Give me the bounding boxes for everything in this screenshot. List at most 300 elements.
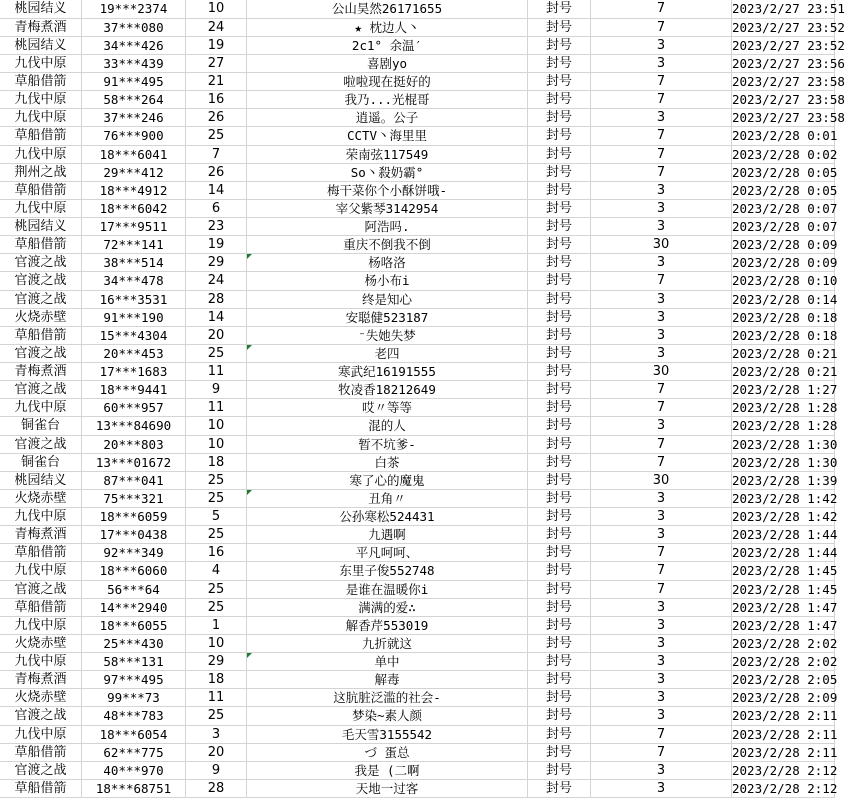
- level-cell[interactable]: [186, 725, 247, 743]
- nickname-cell[interactable]: [247, 707, 528, 725]
- ban-days-cell[interactable]: [591, 109, 732, 127]
- account-id-cell[interactable]: [82, 761, 186, 779]
- status-cell[interactable]: [528, 562, 591, 580]
- status-cell[interactable]: [528, 653, 591, 671]
- account-id-cell[interactable]: [82, 453, 186, 471]
- nickname-cell[interactable]: [247, 199, 528, 217]
- level-cell[interactable]: [186, 562, 247, 580]
- timestamp-cell[interactable]: [732, 653, 838, 671]
- server-cell[interactable]: [0, 526, 82, 544]
- level-cell[interactable]: [186, 435, 247, 453]
- nickname-cell[interactable]: [247, 562, 528, 580]
- server-cell[interactable]: [0, 199, 82, 217]
- status-cell[interactable]: [528, 417, 591, 435]
- nickname-cell[interactable]: [247, 73, 528, 91]
- status-cell[interactable]: [528, 671, 591, 689]
- level-cell[interactable]: [186, 598, 247, 616]
- ban-days-cell[interactable]: [591, 653, 732, 671]
- account-id-cell[interactable]: [82, 18, 186, 36]
- ban-days-cell[interactable]: [591, 272, 732, 290]
- timestamp-cell[interactable]: [732, 544, 838, 562]
- ban-days-cell[interactable]: [591, 471, 732, 489]
- nickname-cell[interactable]: [247, 761, 528, 779]
- level-cell[interactable]: [186, 145, 247, 163]
- ban-days-cell[interactable]: [591, 73, 732, 91]
- timestamp-cell[interactable]: [732, 526, 838, 544]
- timestamp-cell[interactable]: [732, 308, 838, 326]
- timestamp-cell[interactable]: [732, 707, 838, 725]
- server-cell[interactable]: [0, 725, 82, 743]
- nickname-cell[interactable]: [247, 109, 528, 127]
- server-cell[interactable]: [0, 435, 82, 453]
- nickname-cell[interactable]: [247, 725, 528, 743]
- account-id-cell[interactable]: [82, 544, 186, 562]
- status-cell[interactable]: [528, 127, 591, 145]
- status-cell[interactable]: [528, 689, 591, 707]
- server-cell[interactable]: [0, 0, 82, 18]
- nickname-cell[interactable]: [247, 236, 528, 254]
- timestamp-cell[interactable]: [732, 163, 838, 181]
- server-cell[interactable]: [0, 616, 82, 634]
- account-id-cell[interactable]: [82, 689, 186, 707]
- account-id-cell[interactable]: [82, 598, 186, 616]
- nickname-cell[interactable]: [247, 254, 528, 272]
- timestamp-cell[interactable]: [732, 73, 845, 91]
- nickname-cell[interactable]: [247, 779, 528, 797]
- timestamp-cell[interactable]: [732, 598, 838, 616]
- account-id-cell[interactable]: [82, 199, 186, 217]
- status-cell[interactable]: [528, 381, 591, 399]
- server-cell[interactable]: [0, 73, 82, 91]
- account-id-cell[interactable]: [82, 562, 186, 580]
- timestamp-cell[interactable]: [732, 417, 838, 435]
- timestamp-cell[interactable]: [732, 761, 838, 779]
- server-cell[interactable]: [0, 290, 82, 308]
- level-cell[interactable]: [186, 91, 247, 109]
- status-cell[interactable]: [528, 363, 591, 381]
- nickname-cell[interactable]: [247, 344, 528, 362]
- level-cell[interactable]: [186, 199, 247, 217]
- timestamp-cell[interactable]: [732, 254, 838, 272]
- server-cell[interactable]: [0, 743, 82, 761]
- status-cell[interactable]: [528, 199, 591, 217]
- status-cell[interactable]: [528, 489, 591, 507]
- server-cell[interactable]: [0, 779, 82, 797]
- nickname-cell[interactable]: [247, 544, 528, 562]
- status-cell[interactable]: [528, 18, 591, 36]
- level-cell[interactable]: [186, 363, 247, 381]
- server-cell[interactable]: [0, 54, 82, 72]
- timestamp-cell[interactable]: [732, 616, 838, 634]
- level-cell[interactable]: [186, 381, 247, 399]
- ban-days-cell[interactable]: [591, 671, 732, 689]
- account-id-cell[interactable]: [82, 181, 186, 199]
- status-cell[interactable]: [528, 163, 591, 181]
- server-cell[interactable]: [0, 308, 82, 326]
- account-id-cell[interactable]: [82, 634, 186, 652]
- account-id-cell[interactable]: [82, 779, 186, 797]
- server-cell[interactable]: [0, 18, 82, 36]
- level-cell[interactable]: [186, 671, 247, 689]
- ban-days-cell[interactable]: [591, 743, 732, 761]
- ban-days-cell[interactable]: [591, 562, 732, 580]
- level-cell[interactable]: [186, 163, 247, 181]
- level-cell[interactable]: [186, 54, 247, 72]
- level-cell[interactable]: [186, 218, 247, 236]
- status-cell[interactable]: [528, 508, 591, 526]
- server-cell[interactable]: [0, 417, 82, 435]
- nickname-cell[interactable]: [247, 326, 528, 344]
- status-cell[interactable]: [528, 290, 591, 308]
- timestamp-cell[interactable]: [732, 326, 838, 344]
- account-id-cell[interactable]: [82, 54, 186, 72]
- server-cell[interactable]: [0, 36, 82, 54]
- server-cell[interactable]: [0, 634, 82, 652]
- ban-days-cell[interactable]: [591, 616, 732, 634]
- ban-days-cell[interactable]: [591, 308, 732, 326]
- server-cell[interactable]: [0, 181, 82, 199]
- status-cell[interactable]: [528, 344, 591, 362]
- timestamp-cell[interactable]: [732, 453, 838, 471]
- status-cell[interactable]: [528, 308, 591, 326]
- status-cell[interactable]: [528, 91, 591, 109]
- nickname-cell[interactable]: [247, 18, 528, 36]
- account-id-cell[interactable]: [82, 0, 186, 18]
- ban-days-cell[interactable]: [591, 181, 732, 199]
- account-id-cell[interactable]: [82, 326, 186, 344]
- server-cell[interactable]: [0, 218, 82, 236]
- nickname-cell[interactable]: [247, 743, 528, 761]
- account-id-cell[interactable]: [82, 272, 186, 290]
- ban-days-cell[interactable]: [591, 163, 732, 181]
- timestamp-cell[interactable]: [732, 272, 838, 290]
- account-id-cell[interactable]: [82, 36, 186, 54]
- status-cell[interactable]: [528, 181, 591, 199]
- status-cell[interactable]: [528, 435, 591, 453]
- server-cell[interactable]: [0, 580, 82, 598]
- timestamp-cell[interactable]: [732, 363, 838, 381]
- account-id-cell[interactable]: [82, 743, 186, 761]
- ban-days-cell[interactable]: [591, 526, 732, 544]
- ban-days-cell[interactable]: [591, 254, 732, 272]
- timestamp-cell[interactable]: [732, 562, 838, 580]
- level-cell[interactable]: [186, 707, 247, 725]
- nickname-cell[interactable]: [247, 290, 528, 308]
- level-cell[interactable]: [186, 634, 247, 652]
- nickname-cell[interactable]: [247, 218, 528, 236]
- timestamp-cell[interactable]: [732, 0, 845, 18]
- ban-days-cell[interactable]: [591, 544, 732, 562]
- server-cell[interactable]: [0, 471, 82, 489]
- ban-days-cell[interactable]: [591, 381, 732, 399]
- level-cell[interactable]: [186, 761, 247, 779]
- nickname-cell[interactable]: [247, 435, 528, 453]
- level-cell[interactable]: [186, 109, 247, 127]
- nickname-cell[interactable]: [247, 634, 528, 652]
- server-cell[interactable]: [0, 254, 82, 272]
- nickname-cell[interactable]: [247, 272, 528, 290]
- nickname-cell[interactable]: [247, 145, 528, 163]
- server-cell[interactable]: [0, 544, 82, 562]
- account-id-cell[interactable]: [82, 580, 186, 598]
- nickname-cell[interactable]: [247, 580, 528, 598]
- server-cell[interactable]: [0, 707, 82, 725]
- timestamp-cell[interactable]: [732, 54, 845, 72]
- status-cell[interactable]: [528, 598, 591, 616]
- status-cell[interactable]: [528, 725, 591, 743]
- ban-days-cell[interactable]: [591, 145, 732, 163]
- server-cell[interactable]: [0, 653, 82, 671]
- server-cell[interactable]: [0, 236, 82, 254]
- server-cell[interactable]: [0, 399, 82, 417]
- account-id-cell[interactable]: [82, 417, 186, 435]
- ban-days-cell[interactable]: [591, 489, 732, 507]
- ban-days-cell[interactable]: [591, 326, 732, 344]
- level-cell[interactable]: [186, 181, 247, 199]
- level-cell[interactable]: [186, 616, 247, 634]
- level-cell[interactable]: [186, 689, 247, 707]
- status-cell[interactable]: [528, 109, 591, 127]
- status-cell[interactable]: [528, 254, 591, 272]
- status-cell[interactable]: [528, 453, 591, 471]
- ban-days-cell[interactable]: [591, 508, 732, 526]
- ban-days-cell[interactable]: [591, 218, 732, 236]
- timestamp-cell[interactable]: [732, 344, 838, 362]
- account-id-cell[interactable]: [82, 653, 186, 671]
- level-cell[interactable]: [186, 653, 247, 671]
- nickname-cell[interactable]: [247, 508, 528, 526]
- timestamp-cell[interactable]: [732, 725, 838, 743]
- account-id-cell[interactable]: [82, 471, 186, 489]
- timestamp-cell[interactable]: [732, 36, 845, 54]
- account-id-cell[interactable]: [82, 435, 186, 453]
- account-id-cell[interactable]: [82, 344, 186, 362]
- account-id-cell[interactable]: [82, 218, 186, 236]
- level-cell[interactable]: [186, 36, 247, 54]
- nickname-cell[interactable]: [247, 689, 528, 707]
- server-cell[interactable]: [0, 598, 82, 616]
- nickname-cell[interactable]: [247, 0, 528, 18]
- level-cell[interactable]: [186, 743, 247, 761]
- ban-days-cell[interactable]: [591, 0, 732, 18]
- server-cell[interactable]: [0, 145, 82, 163]
- status-cell[interactable]: [528, 36, 591, 54]
- status-cell[interactable]: [528, 0, 591, 18]
- timestamp-cell[interactable]: [732, 109, 845, 127]
- timestamp-cell[interactable]: [732, 199, 838, 217]
- status-cell[interactable]: [528, 399, 591, 417]
- server-cell[interactable]: [0, 272, 82, 290]
- ban-days-cell[interactable]: [591, 36, 732, 54]
- timestamp-cell[interactable]: [732, 689, 838, 707]
- server-cell[interactable]: [0, 671, 82, 689]
- level-cell[interactable]: [186, 489, 247, 507]
- timestamp-cell[interactable]: [732, 145, 838, 163]
- timestamp-cell[interactable]: [732, 471, 838, 489]
- account-id-cell[interactable]: [82, 381, 186, 399]
- level-cell[interactable]: [186, 254, 247, 272]
- timestamp-cell[interactable]: [732, 743, 838, 761]
- nickname-cell[interactable]: [247, 127, 528, 145]
- level-cell[interactable]: [186, 0, 247, 18]
- nickname-cell[interactable]: [247, 381, 528, 399]
- status-cell[interactable]: [528, 761, 591, 779]
- timestamp-cell[interactable]: [732, 236, 838, 254]
- status-cell[interactable]: [528, 616, 591, 634]
- nickname-cell[interactable]: [247, 54, 528, 72]
- account-id-cell[interactable]: [82, 127, 186, 145]
- timestamp-cell[interactable]: [732, 435, 838, 453]
- timestamp-cell[interactable]: [732, 399, 838, 417]
- ban-days-cell[interactable]: [591, 399, 732, 417]
- ban-days-cell[interactable]: [591, 127, 732, 145]
- ban-days-cell[interactable]: [591, 634, 732, 652]
- status-cell[interactable]: [528, 236, 591, 254]
- server-cell[interactable]: [0, 508, 82, 526]
- ban-days-cell[interactable]: [591, 707, 732, 725]
- level-cell[interactable]: [186, 399, 247, 417]
- account-id-cell[interactable]: [82, 308, 186, 326]
- ban-days-cell[interactable]: [591, 344, 732, 362]
- account-id-cell[interactable]: [82, 290, 186, 308]
- timestamp-cell[interactable]: [732, 779, 838, 797]
- level-cell[interactable]: [186, 417, 247, 435]
- ban-days-cell[interactable]: [591, 236, 732, 254]
- level-cell[interactable]: [186, 73, 247, 91]
- status-cell[interactable]: [528, 54, 591, 72]
- ban-days-cell[interactable]: [591, 91, 732, 109]
- timestamp-cell[interactable]: [732, 508, 838, 526]
- account-id-cell[interactable]: [82, 508, 186, 526]
- level-cell[interactable]: [186, 779, 247, 797]
- timestamp-cell[interactable]: [732, 181, 838, 199]
- level-cell[interactable]: [186, 471, 247, 489]
- ban-days-cell[interactable]: [591, 363, 732, 381]
- nickname-cell[interactable]: [247, 598, 528, 616]
- status-cell[interactable]: [528, 272, 591, 290]
- nickname-cell[interactable]: [247, 417, 528, 435]
- account-id-cell[interactable]: [82, 73, 186, 91]
- timestamp-cell[interactable]: [732, 91, 845, 109]
- nickname-cell[interactable]: [247, 91, 528, 109]
- server-cell[interactable]: [0, 344, 82, 362]
- account-id-cell[interactable]: [82, 91, 186, 109]
- timestamp-cell[interactable]: [732, 381, 838, 399]
- nickname-cell[interactable]: [247, 163, 528, 181]
- server-cell[interactable]: [0, 689, 82, 707]
- ban-days-cell[interactable]: [591, 725, 732, 743]
- server-cell[interactable]: [0, 109, 82, 127]
- level-cell[interactable]: [186, 544, 247, 562]
- nickname-cell[interactable]: [247, 616, 528, 634]
- account-id-cell[interactable]: [82, 671, 186, 689]
- level-cell[interactable]: [186, 127, 247, 145]
- nickname-cell[interactable]: [247, 181, 528, 199]
- account-id-cell[interactable]: [82, 399, 186, 417]
- level-cell[interactable]: [186, 290, 247, 308]
- ban-days-cell[interactable]: [591, 580, 732, 598]
- status-cell[interactable]: [528, 634, 591, 652]
- status-cell[interactable]: [528, 580, 591, 598]
- account-id-cell[interactable]: [82, 145, 186, 163]
- server-cell[interactable]: [0, 127, 82, 145]
- account-id-cell[interactable]: [82, 163, 186, 181]
- status-cell[interactable]: [528, 471, 591, 489]
- ban-days-cell[interactable]: [591, 598, 732, 616]
- status-cell[interactable]: [528, 544, 591, 562]
- timestamp-cell[interactable]: [732, 127, 838, 145]
- server-cell[interactable]: [0, 381, 82, 399]
- level-cell[interactable]: [186, 344, 247, 362]
- timestamp-cell[interactable]: [732, 18, 845, 36]
- status-cell[interactable]: [528, 779, 591, 797]
- level-cell[interactable]: [186, 508, 247, 526]
- server-cell[interactable]: [0, 562, 82, 580]
- nickname-cell[interactable]: [247, 308, 528, 326]
- nickname-cell[interactable]: [247, 489, 528, 507]
- ban-days-cell[interactable]: [591, 689, 732, 707]
- status-cell[interactable]: [528, 526, 591, 544]
- account-id-cell[interactable]: [82, 725, 186, 743]
- ban-days-cell[interactable]: [591, 199, 732, 217]
- ban-days-cell[interactable]: [591, 417, 732, 435]
- ban-days-cell[interactable]: [591, 435, 732, 453]
- account-id-cell[interactable]: [82, 254, 186, 272]
- nickname-cell[interactable]: [247, 526, 528, 544]
- server-cell[interactable]: [0, 453, 82, 471]
- ban-days-cell[interactable]: [591, 290, 732, 308]
- status-cell[interactable]: [528, 218, 591, 236]
- timestamp-cell[interactable]: [732, 634, 838, 652]
- level-cell[interactable]: [186, 453, 247, 471]
- status-cell[interactable]: [528, 326, 591, 344]
- nickname-cell[interactable]: [247, 653, 528, 671]
- ban-days-cell[interactable]: [591, 761, 732, 779]
- account-id-cell[interactable]: [82, 489, 186, 507]
- nickname-cell[interactable]: [247, 36, 528, 54]
- server-cell[interactable]: [0, 91, 82, 109]
- level-cell[interactable]: [186, 272, 247, 290]
- account-id-cell[interactable]: [82, 363, 186, 381]
- account-id-cell[interactable]: [82, 707, 186, 725]
- status-cell[interactable]: [528, 73, 591, 91]
- status-cell[interactable]: [528, 707, 591, 725]
- nickname-cell[interactable]: [247, 399, 528, 417]
- level-cell[interactable]: [186, 326, 247, 344]
- ban-days-cell[interactable]: [591, 779, 732, 797]
- nickname-cell[interactable]: [247, 471, 528, 489]
- server-cell[interactable]: [0, 363, 82, 381]
- level-cell[interactable]: [186, 580, 247, 598]
- account-id-cell[interactable]: [82, 616, 186, 634]
- account-id-cell[interactable]: [82, 236, 186, 254]
- server-cell[interactable]: [0, 163, 82, 181]
- nickname-cell[interactable]: [247, 363, 528, 381]
- status-cell[interactable]: [528, 743, 591, 761]
- status-cell[interactable]: [528, 145, 591, 163]
- level-cell[interactable]: [186, 18, 247, 36]
- ban-days-cell[interactable]: [591, 18, 732, 36]
- level-cell[interactable]: [186, 308, 247, 326]
- level-cell[interactable]: [186, 236, 247, 254]
- server-cell[interactable]: [0, 761, 82, 779]
- timestamp-cell[interactable]: [732, 290, 838, 308]
- server-cell[interactable]: [0, 489, 82, 507]
- ban-days-cell[interactable]: [591, 453, 732, 471]
- timestamp-cell[interactable]: [732, 580, 838, 598]
- account-id-cell[interactable]: [82, 109, 186, 127]
- ban-days-cell[interactable]: [591, 54, 732, 72]
